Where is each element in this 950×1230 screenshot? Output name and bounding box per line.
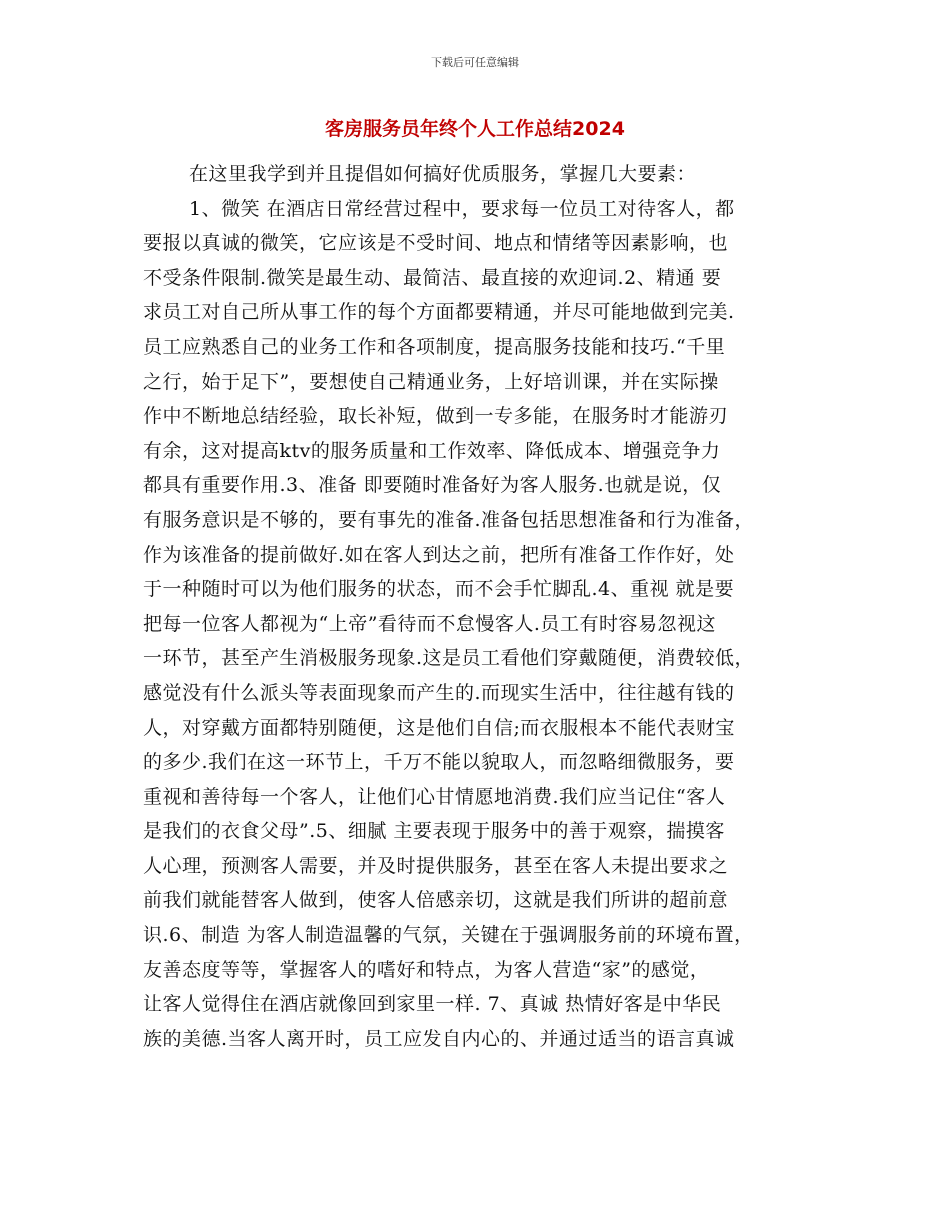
- paragraph-line: 员工应熟悉自己的业务工作和各项制度，提高服务技能和技巧.“千里: [143, 335, 726, 358]
- paragraph-line: 友善态度等等，掌握客人的嗜好和特点，为客人营造“家”的感觉，: [143, 958, 710, 981]
- paragraph-line: 族的美德.当客人离开时，员工应发自内心的、并通过适当的语言真诚: [143, 1027, 735, 1050]
- paragraph-line: 都具有重要作用.3、准备 即要随时准备好为客人服务.也就是说，仅: [143, 474, 722, 497]
- paragraph-line: 识.6、制造 为客人制造温馨的气氛，关键在于强调服务前的环境布置，: [143, 924, 754, 947]
- paragraph-line: 1、微笑 在酒店日常经营过程中，要求每一位员工对待客人，都: [189, 197, 735, 220]
- paragraph-line: 求员工对自己所从事工作的每个方面都要精通，并尽可能地做到完美.: [143, 301, 735, 324]
- paragraph-line: 前我们就能替客人做到，使客人倍感亲切，这就是我们所讲的超前意: [143, 889, 729, 912]
- paragraph-line: 有余，这对提高ktv的服务质量和工作效率、降低成本、增强竞争力: [143, 439, 721, 462]
- paragraph-line: 重视和善待每一个客人，让他们心甘情愿地消费.我们应当记住“客人: [143, 785, 726, 808]
- paragraph-line: 于一种随时可以为他们服务的状态，而不会手忙脚乱.4、重视 就是要: [143, 578, 735, 601]
- paragraph-line: 要报以真诚的微笑，它应该是不受时间、地点和情绪等因素影响，也: [143, 232, 729, 255]
- page-header-note: 下载后可任意编辑: [431, 56, 519, 69]
- paragraph-line: 在这里我学到并且提倡如何搞好优质服务，掌握几大要素：: [189, 163, 697, 185]
- paragraph-line: 作为该准备的提前做好.如在客人到达之前，把所有准备工作作好，处: [143, 543, 735, 566]
- paragraph-line: 之行，始于足下”，要想使自己精通业务，上好培训课，并在实际操: [143, 370, 719, 393]
- paragraph-line: 不受条件限制.微笑是最生动、最简洁、最直接的欢迎词.2、精通 要: [143, 266, 722, 289]
- paragraph-line: 感觉没有什么派头等表面现象而产生的.而现实生活中，往往越有钱的: [143, 681, 735, 704]
- document-body: [143, 157, 823, 1056]
- paragraph-line: 是我们的衣食父母”.5、细腻 主要表现于服务中的善于观察，揣摸客: [143, 820, 725, 843]
- paragraph-line: 人，对穿戴方面都特别随便，这是他们自信;而衣服根本不能代表财宝: [143, 716, 735, 739]
- document-title: 客房服务员年终个人工作总结2024: [325, 118, 625, 140]
- paragraph-line: 有服务意识是不够的，要有事先的准备.准备包括思想准备和行为准备，: [143, 508, 755, 531]
- paragraph-line: 让客人觉得住在酒店就像回到家里一样. 7、真诚 热情好客是中华民: [143, 993, 722, 1016]
- paragraph-line: 把每一位客人都视为“上帝”看待而不怠慢客人.员工有时容易忽视这: [143, 612, 716, 635]
- paragraph-line: 作中不断地总结经验，取长补短，做到一专多能，在服务时才能游刃: [143, 405, 729, 428]
- paragraph-line: 一环节，甚至产生消极服务现象.这是员工看他们穿戴随便，消费较低，: [143, 647, 755, 670]
- paragraph-line: 的多少.我们在这一环节上，千万不能以貌取人，而忽略细微服务，要: [143, 751, 735, 774]
- paragraph-line: 人心理，预测客人需要，并及时提供服务，甚至在客人未提出要求之: [143, 854, 729, 877]
